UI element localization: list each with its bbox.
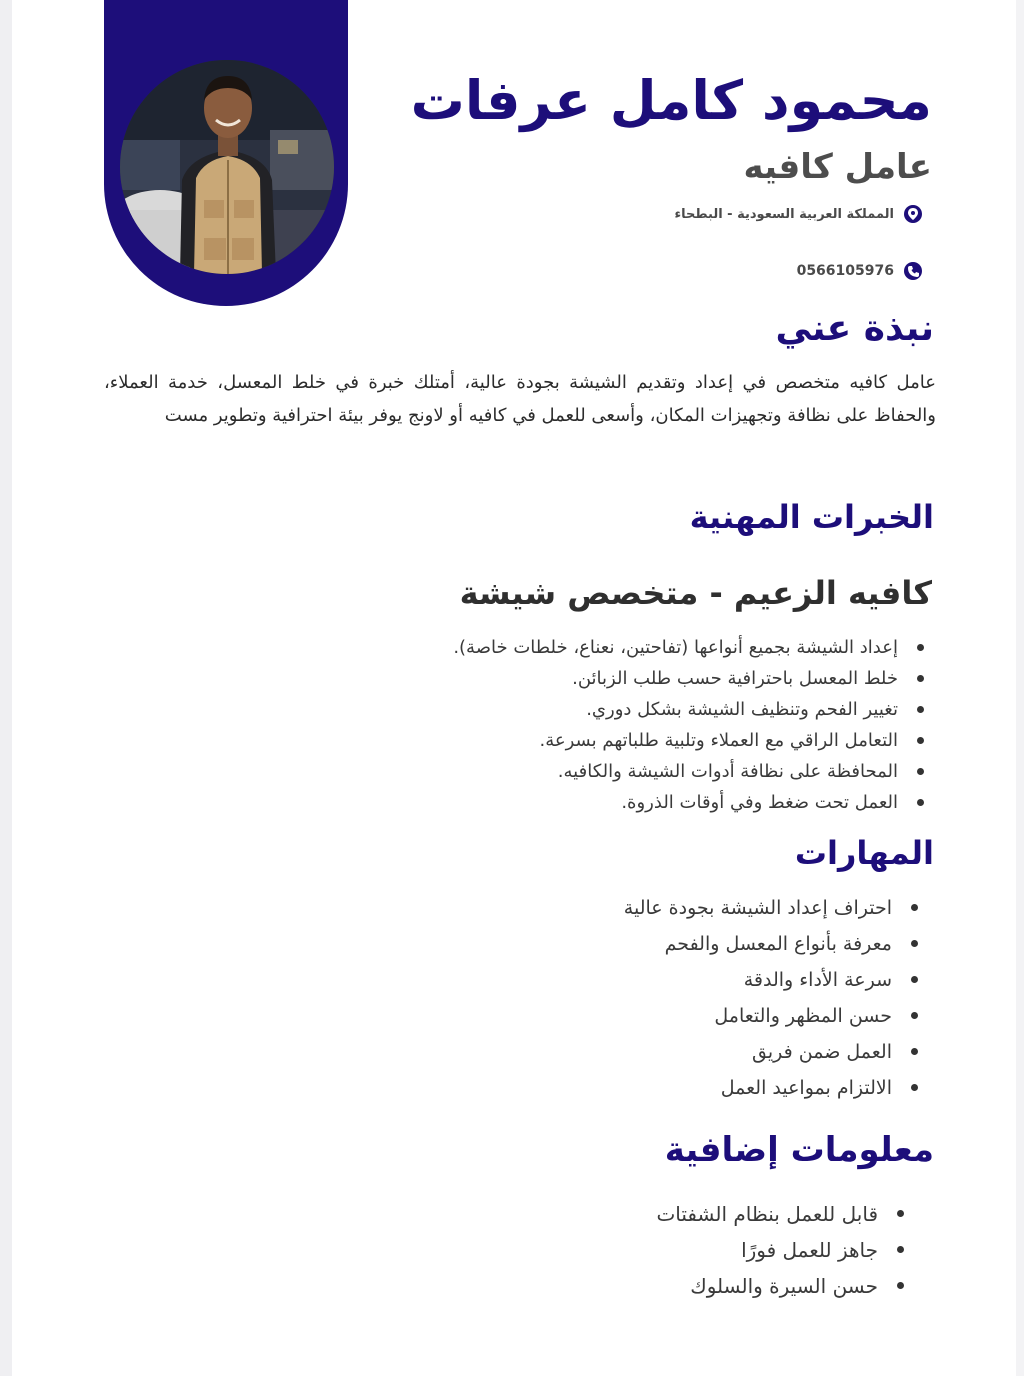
- location-pin-icon: [904, 205, 922, 223]
- about-text: عامل كافيه متخصص في إعداد وتقديم الشيشة بجودة عالية، أمتلك خبرة في خلط المعسل، خدمة العملاء، والحفاظ على نظافة وتجهيزات المكان، وأسعى للعمل في كافيه أو لاونج يوفر بيئة احترافية وتطوير مست: [104, 372, 936, 426]
- phone-text[interactable]: 0566105976: [796, 263, 894, 279]
- location-text: المملكة العربية السعودية - البطحاء: [674, 206, 894, 222]
- duty-item: خلط المعسل باحترافية حسب طلب الزبائن.: [453, 663, 898, 694]
- skill-item: معرفة بأنواع المعسل والفحم: [624, 926, 892, 962]
- extra-info-list: [656, 1196, 878, 1304]
- extra-info-heading: معلومات إضافية: [664, 1130, 934, 1170]
- skill-item: سرعة الأداء والدقة: [624, 962, 892, 998]
- skill-item: العمل ضمن فريق: [624, 1034, 892, 1070]
- person-name: محمود كامل عرفات: [410, 69, 932, 132]
- duty-item: التعامل الراقي مع العملاء وتلبية طلباتهم بسرعة.: [453, 725, 898, 756]
- experience-duties-list: [453, 632, 898, 818]
- duty-item: المحافظة على نظافة أدوات الشيشة والكافيه.: [453, 756, 898, 787]
- page-edge-right: [1016, 0, 1024, 1376]
- extra-info-item: حسن السيرة والسلوك: [656, 1268, 878, 1304]
- skill-item: الالتزام بمواعيد العمل: [624, 1070, 892, 1106]
- duty-item: إعداد الشيشة بجميع أنواعها (تفاحتين، نعناع، خلطات خاصة).: [453, 632, 898, 663]
- page-edge-left: [0, 0, 12, 1376]
- duty-item: العمل تحت ضغط وفي أوقات الذروة.: [453, 787, 898, 818]
- profile-photo: [120, 60, 334, 274]
- skill-item: احتراف إعداد الشيشة بجودة عالية: [624, 890, 892, 926]
- about-heading: نبذة عني: [775, 308, 934, 349]
- extra-info-item: قابل للعمل بنظام الشفتات: [656, 1196, 878, 1232]
- job-title: عامل كافيه: [743, 147, 932, 187]
- skills-list: [624, 890, 892, 1106]
- duty-item: تغيير الفحم وتنظيف الشيشة بشكل دوري.: [453, 694, 898, 725]
- experience-job-title: كافيه الزعيم - متخصص شيشة: [459, 574, 932, 612]
- contact-phone: [781, 262, 922, 280]
- extra-info-item: جاهز للعمل فورًا: [656, 1232, 878, 1268]
- skill-item: حسن المظهر والتعامل: [624, 998, 892, 1034]
- contact-location: [674, 205, 922, 223]
- skills-heading: المهارات: [794, 834, 934, 872]
- phone-icon: [904, 262, 922, 280]
- experience-heading: الخبرات المهنية: [689, 498, 934, 536]
